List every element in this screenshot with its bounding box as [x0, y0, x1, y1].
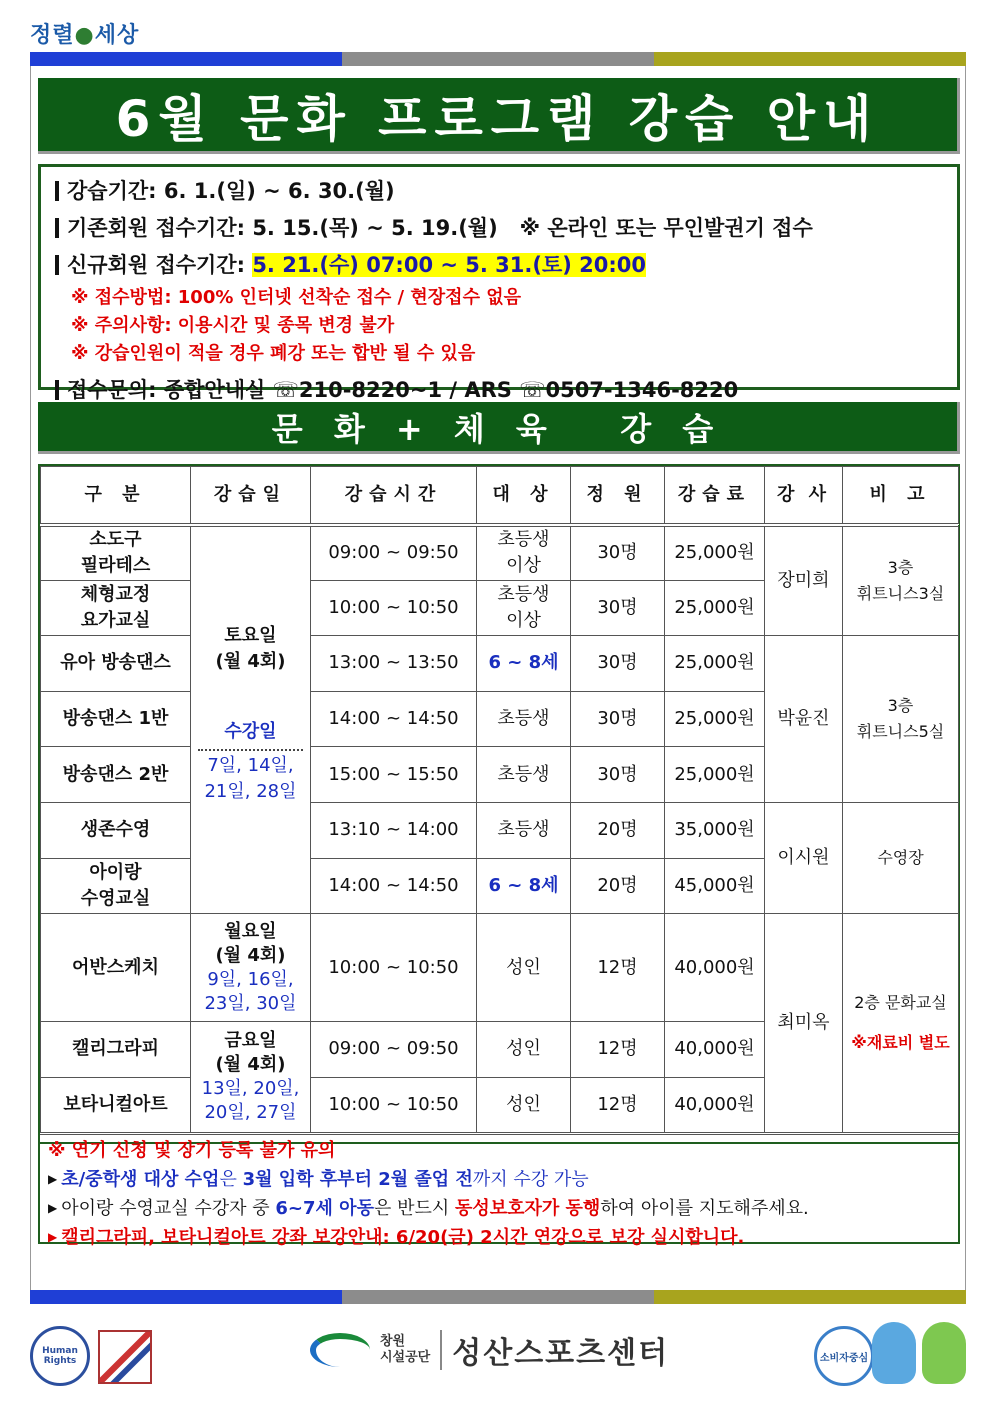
class-remark: 2층 문화교실 — [854, 993, 947, 1013]
ccm-logo: 소비자중심 — [814, 1326, 874, 1386]
header-capacity: 정 원 — [571, 467, 665, 525]
footer-notes — [38, 1134, 960, 1248]
class-capacity: 30명 — [571, 636, 665, 692]
note-caution: ※ 주의사항: 이용시간 및 종목 변경 불가 — [71, 315, 395, 336]
class-fee: 40,000원 — [665, 1022, 765, 1078]
fn3: 캘리그라피, 보타니컬아트 강좌 보강안내: 6/20(금) 2시간 연강으로 보강 실시합니다. — [61, 1227, 745, 1248]
instructor-name: 최미옥 — [765, 914, 843, 1133]
table-header-row — [41, 467, 959, 525]
table-row — [41, 914, 959, 1022]
org-line1: 창원 — [380, 1334, 406, 1349]
top-color-bar — [30, 52, 966, 66]
class-fee: 25,000원 — [665, 636, 765, 692]
logo-mid: ● — [74, 22, 95, 48]
new-line — [55, 247, 957, 284]
program-name: 유아 방송댄스 — [41, 636, 191, 692]
schedule-table-wrap — [38, 464, 960, 1144]
class-capacity: 20명 — [571, 802, 665, 858]
mon-dates: 9일, 16일, 23일, 30일 — [204, 968, 297, 1014]
class-fee: 25,000원 — [665, 747, 765, 803]
sat-label: 수강일 — [198, 719, 302, 751]
class-time: 14:00 ~ 14:50 — [311, 858, 477, 914]
header-remark: 비 고 — [843, 467, 959, 525]
contact-label: 접수문의: — [67, 378, 157, 402]
schedule-table — [40, 466, 959, 1133]
class-fee: 35,000원 — [665, 802, 765, 858]
class-target: 6 ~ 8세 — [477, 636, 571, 692]
bottom-color-bar — [30, 1290, 966, 1304]
class-time: 14:00 ~ 14:50 — [311, 691, 477, 747]
swoosh-icon — [310, 1333, 370, 1367]
new-label: 신규회원 접수기간: — [67, 253, 245, 277]
material-note: ※재료비 별도 — [851, 1033, 950, 1053]
class-time: 09:00 ~ 09:50 — [311, 1022, 477, 1078]
existing-value: 5. 15.(목) ~ 5. 19.(월) — [252, 216, 498, 240]
info-box — [38, 164, 960, 402]
header-day: 강습일 — [191, 467, 311, 525]
header-time: 강습시간 — [311, 467, 477, 525]
class-capacity: 20명 — [571, 858, 665, 914]
class-target: 6 ~ 8세 — [477, 858, 571, 914]
fn2a: 아이랑 수영교실 수강자 중 — [61, 1198, 276, 1219]
class-time: 10:00 ~ 10:50 — [311, 580, 477, 636]
program-name: 방송댄스 2반 — [41, 747, 191, 803]
fn1c: 3월 입학 후부터 2월 졸업 전 — [242, 1169, 473, 1190]
class-time: 10:00 ~ 10:50 — [311, 1077, 477, 1133]
program-name: 캘리그라피 — [41, 1022, 191, 1078]
class-target: 성인 — [477, 1077, 571, 1133]
contact-value: 종합안내실 ☏210-8220~1 / ARS ☏0507-1346-8220 — [163, 378, 739, 402]
fn2d: 동성보호자가 동행 — [454, 1198, 601, 1219]
class-fee: 25,000원 — [665, 525, 765, 581]
mascot-blue-icon — [872, 1322, 916, 1384]
sat-day: 토요일 — [224, 624, 277, 646]
class-time: 15:00 ~ 15:50 — [311, 747, 477, 803]
class-target: 초등생 이상 — [477, 580, 571, 636]
new-value: 5. 21.(수) 07:00 ~ 5. 31.(토) 20:00 — [252, 253, 647, 277]
certification-logo — [98, 1330, 152, 1384]
program-name: 소도구 필라테스 — [41, 525, 191, 581]
page-title: 6월 문화 프로그램 강습 안내 — [115, 89, 880, 148]
section-title: 문 화 + 체 육 강 습 — [271, 409, 724, 448]
class-capacity: 12명 — [571, 1022, 665, 1078]
header-instructor: 강 사 — [765, 467, 843, 525]
header-target: 대 상 — [477, 467, 571, 525]
logo-part1: 정렬 — [30, 22, 75, 48]
table-row — [41, 525, 959, 581]
header-logo — [30, 18, 139, 49]
program-name: 어반스케치 — [41, 914, 191, 1022]
class-target: 성인 — [477, 914, 571, 1022]
class-target: 초등생 이상 — [477, 525, 571, 581]
class-capacity: 30명 — [571, 580, 665, 636]
class-remark: 3층 휘트니스3실 — [843, 525, 959, 636]
class-target: 성인 — [477, 1022, 571, 1078]
class-fee: 25,000원 — [665, 691, 765, 747]
table-row — [41, 636, 959, 692]
fri-count: (월 4회) — [215, 1054, 286, 1076]
title-banner — [38, 78, 960, 154]
table-row — [41, 802, 959, 858]
fri-day: 금요일 — [224, 1030, 277, 1052]
fn2c: 은 반드시 — [373, 1198, 455, 1219]
red-notes — [55, 284, 957, 368]
class-remark: 3층 휘트니스5실 — [843, 636, 959, 803]
org-line2: 시설공단 — [380, 1350, 431, 1365]
fn1b: 은 — [219, 1169, 243, 1190]
instructor-name: 이시원 — [765, 802, 843, 913]
mon-day: 월요일 — [224, 920, 277, 942]
class-time: 10:00 ~ 10:50 — [311, 914, 477, 1022]
sat-count: (월 4회) — [215, 650, 286, 672]
class-target: 초등생 — [477, 691, 571, 747]
monday-cell — [191, 914, 311, 1022]
period-line — [55, 173, 957, 210]
period-value: 6. 1.(일) ~ 6. 30.(월) — [163, 179, 395, 203]
existing-note: ※ 온라인 또는 무인발권기 접수 — [519, 216, 813, 240]
class-capacity: 30명 — [571, 691, 665, 747]
note-cancel: ※ 강습인원이 적을 경우 폐강 또는 합반 될 수 있음 — [71, 343, 476, 364]
program-name: 체형교정 요가교실 — [41, 580, 191, 636]
fn2e: 하여 아이를 지도해주세요. — [600, 1198, 809, 1219]
class-capacity: 12명 — [571, 914, 665, 1022]
class-remark: 수영장 — [843, 802, 959, 913]
period-label: 강습기간: — [67, 179, 157, 203]
sat-dates: 7일, 14일, 21일, 28일 — [204, 754, 297, 802]
section-banner — [38, 402, 960, 454]
instructor-name: 박윤진 — [765, 636, 843, 803]
class-capacity: 12명 — [571, 1077, 665, 1133]
fn1d: 까지 수강 가능 — [472, 1169, 589, 1190]
friday-cell — [191, 1022, 311, 1133]
logo-part2: 세상 — [94, 22, 140, 48]
instructor-name: 장미희 — [765, 525, 843, 636]
remark-cell — [843, 914, 959, 1133]
class-fee: 40,000원 — [665, 914, 765, 1022]
note-method: ※ 접수방법: 100% 인터넷 선착순 접수 / 현장접수 없음 — [71, 287, 521, 308]
program-name: 아이랑 수영교실 — [41, 858, 191, 914]
class-capacity: 30명 — [571, 525, 665, 581]
class-target: 초등생 — [477, 802, 571, 858]
footer-warning: ※ 연기 신청 및 장기 등록 불가 유의 — [48, 1140, 336, 1161]
saturday-cell — [191, 525, 311, 914]
org-small — [380, 1334, 430, 1366]
footer-line2: ▶ 아이랑 수영교실 수강자 중 6~7세 아동은 반드시 동성보호자가 동행하여 아이를 지도해주세요. — [48, 1198, 809, 1219]
footer-line1: ▶ 초/중학생 대상 수업은 3월 입학 후부터 2월 졸업 전까지 수강 가능 — [48, 1169, 589, 1190]
class-fee: 45,000원 — [665, 858, 765, 914]
fn2b: 6~7세 아동 — [275, 1198, 374, 1219]
header-fee: 강습료 — [665, 467, 765, 525]
class-capacity: 30명 — [571, 747, 665, 803]
class-time: 09:00 ~ 09:50 — [311, 525, 477, 581]
fn1a: 초/중학생 대상 수업 — [61, 1169, 220, 1190]
class-time: 13:10 ~ 14:00 — [311, 802, 477, 858]
header-category: 구 분 — [41, 467, 191, 525]
class-fee: 25,000원 — [665, 580, 765, 636]
bottom-logos — [30, 1320, 966, 1390]
center-logo — [310, 1328, 669, 1372]
center-name: 성산스포츠센터 — [452, 1336, 670, 1371]
mascot-green-icon — [922, 1322, 966, 1384]
fri-dates: 13일, 20일, 20일, 27일 — [201, 1078, 300, 1124]
class-fee: 40,000원 — [665, 1077, 765, 1133]
program-name: 보타니컬아트 — [41, 1077, 191, 1133]
human-rights-logo: Human Rights — [30, 1326, 90, 1386]
program-name: 방송댄스 1반 — [41, 691, 191, 747]
class-target: 초등생 — [477, 747, 571, 803]
existing-line — [55, 210, 957, 247]
footer-line3: ▶ 캘리그라피, 보타니컬아트 강좌 보강안내: 6/20(금) 2시간 연강으로 보강 실시합니다. — [48, 1227, 745, 1248]
existing-label: 기존회원 접수기간: — [67, 216, 245, 240]
mon-count: (월 4회) — [215, 944, 286, 966]
program-name: 생존수영 — [41, 802, 191, 858]
class-time: 13:00 ~ 13:50 — [311, 636, 477, 692]
